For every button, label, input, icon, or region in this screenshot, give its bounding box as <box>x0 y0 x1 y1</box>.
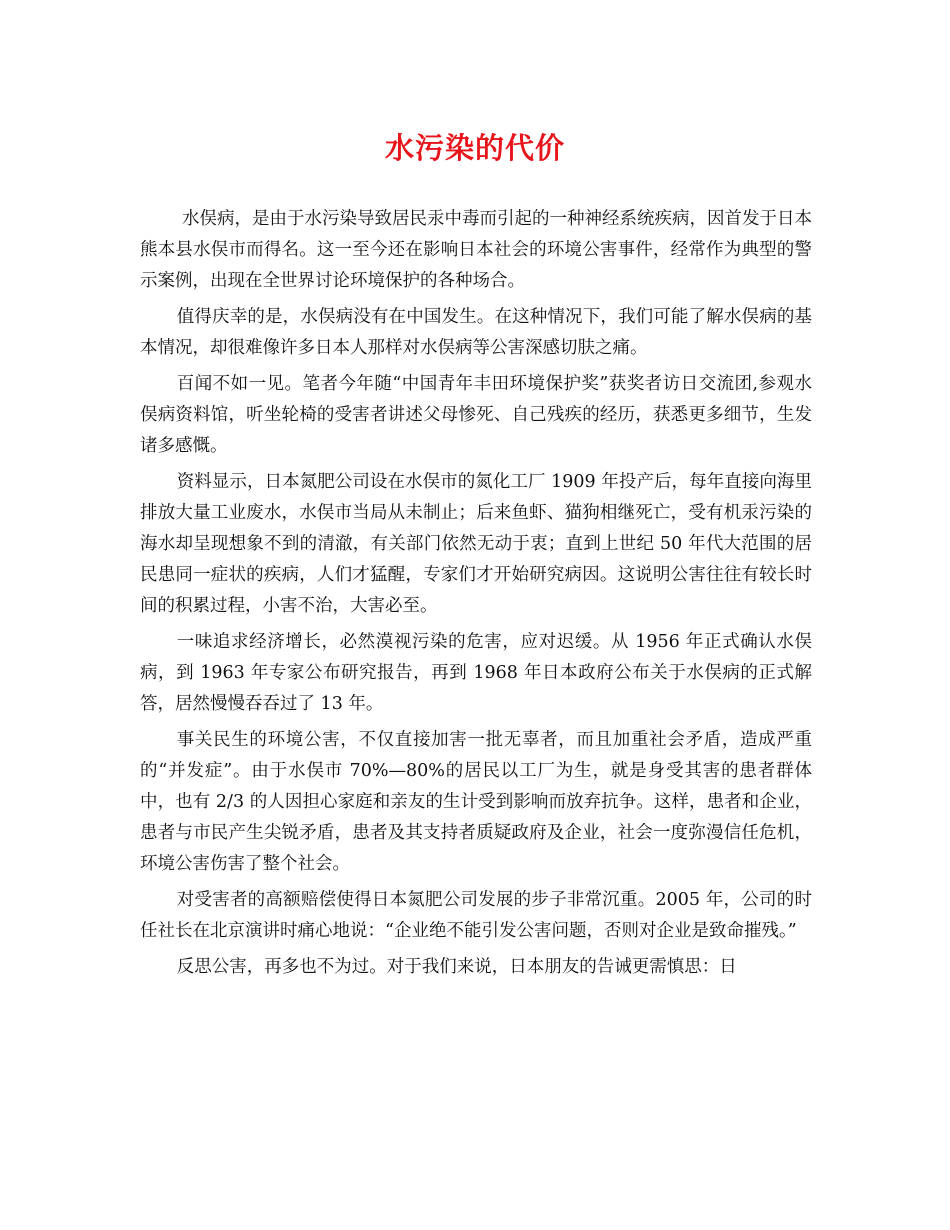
paragraph: 百闻不如一见。笔者今年随“中国青年丰田环境保护奖”获奖者访日交流团,参观水俣病资料馆，听坐轮椅的受害者讲述父母惨死、自己残疾的经历，获悉更多细节，生发诸多感慨。 <box>140 374 812 456</box>
paragraph: 事关民生的环境公害，不仅直接加害一批无辜者，而且加重社会矛盾，造成严重的“并发症”。由于水俣市 70%—80%的居民以工厂为生，就是身受其害的患者群体中，也有 2/3 的人因担心家庭和亲友的生计受到影响而放弃抗争。这样，患者和企业，患者与市民产生尖锐矛盾，患者及其支持者质疑政府及企业，社会一度弥漫信任危机，环境公害伤害了整个社会。 <box>140 730 812 874</box>
paragraph: 水俣病，是由于水污染导致居民汞中毒而引起的一种神经系统疾病，因首发于日本熊本县水俣市而得名。这一至今还在影响日本社会的环境公害事件，经常作为典型的警示案例，出现在全世界讨论环境保护的各种场合。 <box>140 209 812 291</box>
document-title: 水污染的代价 <box>384 131 565 165</box>
document-body <box>140 204 812 988</box>
paragraph: 反思公害，再多也不为过。对于我们来说，日本朋友的告诫更需慎思：日 <box>176 957 737 977</box>
paragraph: 值得庆幸的是，水俣病没有在中国发生。在这种情况下，我们可能了解水俣病的基本情况，却很难像许多日本人那样对水俣病等公害深感切肤之痛。 <box>140 307 812 358</box>
paragraph: 对受害者的高额赔偿使得日本氮肥公司发展的步子非常沉重。2005 年，公司的时任社长在北京演讲时痛心地说：“企业绝不能引发公害问题，否则对企业是致命摧残。” <box>140 890 812 941</box>
paragraph: 资料显示，日本氮肥公司设在水俣市的氮化工厂 1909 年投产后，每年直接向海里排放大量工业废水，水俣市当局从未制止；后来鱼虾、猫狗相继死亡，受有机汞污染的海水却呈现想象不到的清澈，有关部门依然无动于衷；直到上世纪 50 年代大范围的居民患同一症状的疾病，人们才猛醒，专家们才开始研究病因。这说明公害往往有较长时间的积累过程，小害不治，大害必至。 <box>140 472 812 616</box>
paragraph: 一味追求经济增长，必然漠视污染的危害，应对迟缓。从 1956 年正式确认水俣病，到 1963 年专家公布研究报告，再到 1968 年日本政府公布关于水俣病的正式解答，居然慢慢吞吞过了 13 年。 <box>140 632 812 714</box>
